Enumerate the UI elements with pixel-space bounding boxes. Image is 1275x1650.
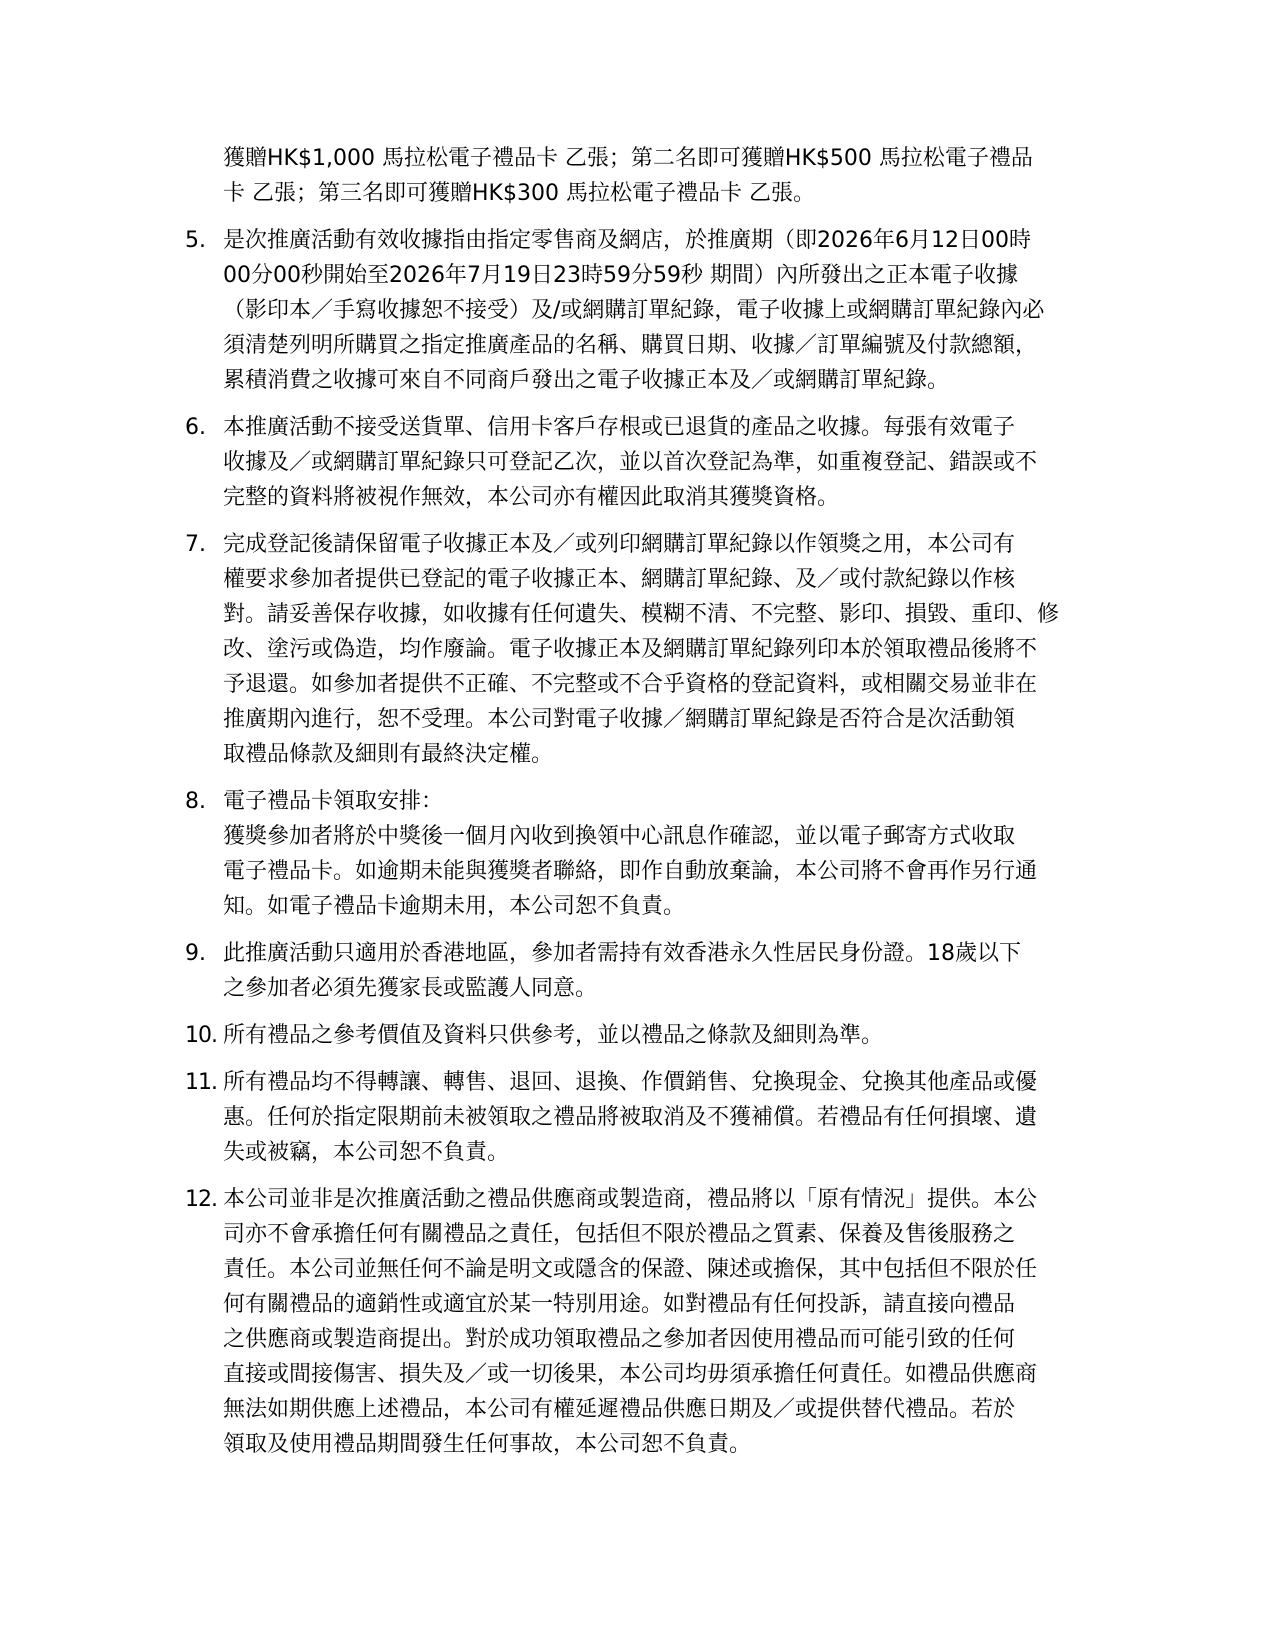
- text-line: 無法如期供應上述禮品，本公司有權延遲禮品供應日期及／或提供替代禮品。若於: [223, 1397, 1016, 1422]
- text-line: 00分00秒開始至2026年7月19日23時59分59秒 期間）內所發出之正本電子收據: [223, 263, 1018, 288]
- text-line: 是次推廣活動有效收據指由指定零售商及網店，於推廣期（即2026年6月12日00時: [223, 228, 1031, 253]
- text-line: 何有關禮品的適銷性或適宜於某一特別用途。如對禮品有任何投訴，請直接向禮品: [223, 1292, 1016, 1317]
- text-line: 本推廣活動不接受送貨單、信用卡客戶存根或已退貨的產品之收據。每張有效電子: [223, 415, 1016, 440]
- text-line: 累積消費之收據可來自不同商戶發出之電子收據正本及／或網購訂單紀錄。: [223, 368, 950, 393]
- text-line: 知。如電子禮品卡逾期未用，本公司恕不負責。: [223, 894, 686, 919]
- item-number: 6.: [185, 415, 206, 440]
- term-item-8: [185, 784, 1115, 924]
- terms-list: [185, 141, 1115, 1462]
- term-item-7: [185, 527, 1115, 772]
- item-number: 8.: [185, 789, 206, 814]
- text-line: 之供應商或製造商提出。對於成功領取禮品之參加者因使用禮品而可能引致的任何: [223, 1327, 1016, 1352]
- text-line: 所有禮品之參考價值及資料只供參考，並以禮品之條款及細則為準。: [223, 1023, 884, 1048]
- item-number: 11.: [185, 1070, 217, 1095]
- term-item-11: [185, 1065, 1115, 1170]
- text-line: 卡 乙張；第三名即可獲贈HK$300 馬拉松電子禮品卡 乙張。: [223, 181, 815, 206]
- text-line: 完成登記後請保留電子收據正本及／或列印網購訂單紀錄以作領獎之用，本公司有: [223, 532, 1016, 557]
- item-number: 9.: [185, 941, 206, 966]
- text-line: 所有禮品均不得轉讓、轉售、退回、退換、作價銷售、兌換現金、兌換其他產品或優: [223, 1070, 1038, 1095]
- item-number: 12.: [185, 1187, 217, 1212]
- term-item-5: [185, 223, 1115, 398]
- text-line: 本公司並非是次推廣活動之禮品供應商或製造商，禮品將以「原有情況」提供。本公: [223, 1187, 1038, 1212]
- text-line: 司亦不會承擔任何有關禮品之責任，包括但不限於禮品之質素、保養及售後服務之: [223, 1222, 1016, 1247]
- text-line: 獲獎參加者將於中獎後一個月內收到換領中心訊息作確認，並以電子郵寄方式收取: [223, 824, 1016, 849]
- text-line: 電子禮品卡領取安排：: [223, 789, 444, 814]
- text-line: 取禮品條款及細則有最終決定權。: [223, 742, 554, 767]
- term-item-6: [185, 410, 1115, 515]
- text-line: 對。請妥善保存收據，如收據有任何遺失、模糊不清、不完整、影印、損毀、重印、修: [223, 602, 1060, 627]
- text-line: （影印本／手寫收據恕不接受）及/或網購訂單紀錄，電子收據上或網購訂單紀錄內必: [223, 298, 1045, 323]
- text-line: 完整的資料將被視作無效，本公司亦有權因此取消其獲獎資格。: [223, 485, 840, 510]
- term-item-9: [185, 936, 1115, 1006]
- continued-paragraph: [185, 141, 1115, 211]
- text-line: 須清楚列明所購買之指定推廣產品的名稱、購買日期、收據／訂單編號及付款總額，: [223, 333, 1038, 358]
- term-item-10: [185, 1018, 1115, 1053]
- item-number: 5.: [185, 228, 206, 253]
- text-line: 推廣期內進行，恕不受理。本公司對電子收據／網購訂單紀錄是否符合是次活動領: [223, 707, 1016, 732]
- text-line: 改、塗污或偽造，均作廢論。電子收據正本及網購訂單紀錄列印本於領取禮品後將不: [223, 637, 1038, 662]
- term-item-12: [185, 1182, 1115, 1462]
- text-line: 此推廣活動只適用於香港地區，參加者需持有效香港永久性居民身份證。18歲以下: [223, 941, 1021, 966]
- text-line: 失或被竊，本公司恕不負責。: [223, 1140, 510, 1165]
- text-line: 責任。本公司並無任何不論是明文或隱含的保證、陳述或擔保，其中包括但不限於任: [223, 1257, 1038, 1282]
- text-line: 領取及使用禮品期間發生任何事故，本公司恕不負責。: [223, 1432, 752, 1457]
- text-line: 予退還。如參加者提供不正確、不完整或不合乎資格的登記資料，或相關交易並非在: [223, 672, 1038, 697]
- text-line: 惠。任何於指定限期前未被領取之禮品將被取消及不獲補償。若禮品有任何損壞、遺: [223, 1105, 1038, 1130]
- item-number: 7.: [185, 532, 206, 557]
- item-number: 10.: [185, 1023, 217, 1048]
- text-line: 權要求參加者提供已登記的電子收據正本、網購訂單紀錄、及／或付款紀錄以作核: [223, 567, 1016, 592]
- text-line: 之參加者必須先獲家長或監護人同意。: [223, 976, 598, 1001]
- text-line: 收據及／或網購訂單紀錄只可登記乙次，並以首次登記為準，如重複登記、錯誤或不: [223, 450, 1038, 475]
- text-line: 電子禮品卡。如逾期未能與獲獎者聯絡，即作自動放棄論，本公司將不會再作另行通: [223, 859, 1038, 884]
- text-line: 直接或間接傷害、損失及／或一切後果，本公司均毋須承擔任何責任。如禮品供應商: [223, 1362, 1038, 1387]
- text-line: 獲贈HK$1,000 馬拉松電子禮品卡 乙張；第二名即可獲贈HK$500 馬拉松電子禮品: [223, 146, 1033, 171]
